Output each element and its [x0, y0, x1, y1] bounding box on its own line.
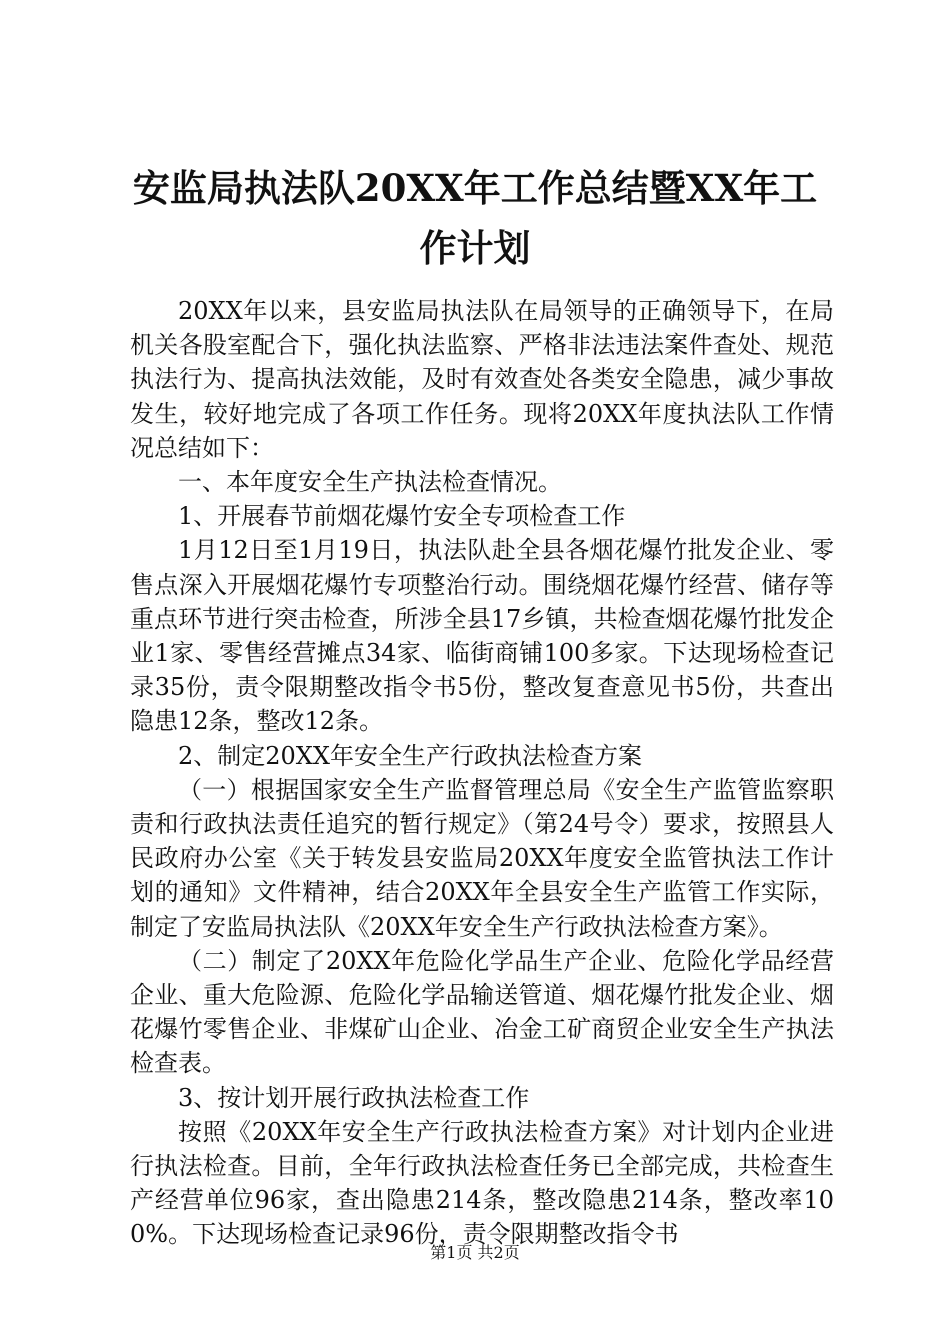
paragraph-plan-part-1: （一）根据国家安全生产监督管理总局《安全生产监管监察职责和行政执法责任追究的暂行规定》（第24号令）要求，按照县人民政府办公室《关于转发县安监局20XX年度安全监管执法工作计划的通知》文件精神，结合20XX年全县安全生产监管工作实际，制定了安监局执法队《20XX年安全生产行政执法检查方案》。 — [130, 775, 834, 941]
document-title: 安监局执法队20XX年工作总结暨XX年工作计划 — [132, 166, 818, 270]
paragraph-plan-part-2: （二）制定了20XX年危险化学品生产企业、危险化学品经营企业、重大危险源、危险化学品输送管道、烟花爆竹批发企业、烟花爆竹零售企业、非煤矿山企业、冶金工矿商贸企业安全生产执法检查表。 — [130, 946, 834, 1078]
page-footer: 第1页 共2页 — [430, 1243, 520, 1262]
subsection-heading-3: 3、按计划开展行政执法检查工作 — [178, 1083, 530, 1112]
paragraph-intro: 20XX年以来，县安监局执法队在局领导的正确领导下，在局机关各股室配合下，强化执法监察、严格非法违法案件查处、规范执法行为、提高执法效能，及时有效查处各类安全隐患，减少事故发生，较好地完成了各项工作任务。现将20XX年度执法队工作情况总结如下： — [130, 297, 834, 462]
paragraph-fireworks-inspection: 1月12日至1月19日，执法队赴全县各烟花爆竹批发企业、零售点深入开展烟花爆竹专项整治行动。围绕烟花爆竹经营、储存等重点环节进行突击检查，所涉全县17乡镇，共检查烟花爆竹批发企业1家、零售经营摊点34家、临街商铺100多家。下达现场检查记录35份，责令限期整改指令书5份，整改复查意见书5份，共查出隐患12条，整改12条。 — [130, 536, 834, 736]
subsection-heading-2: 2、制定20XX年安全生产行政执法检查方案 — [178, 741, 642, 770]
document-body — [130, 294, 834, 1252]
section-heading-1: 一、本年度安全生产执法检查情况。 — [178, 468, 562, 497]
paragraph-inspection-results: 按照《20XX年安全生产行政执法检查方案》对计划内企业进行执法检查。目前，全年行政执法检查任务已全部完成，共检查生产经营单位96家，查出隐患214条，整改隐患214条，整改率100%。下达现场检查记录96份，责令限期整改指令书 — [130, 1117, 834, 1249]
subsection-heading-1: 1、开展春节前烟花爆竹安全专项检查工作 — [178, 502, 626, 531]
